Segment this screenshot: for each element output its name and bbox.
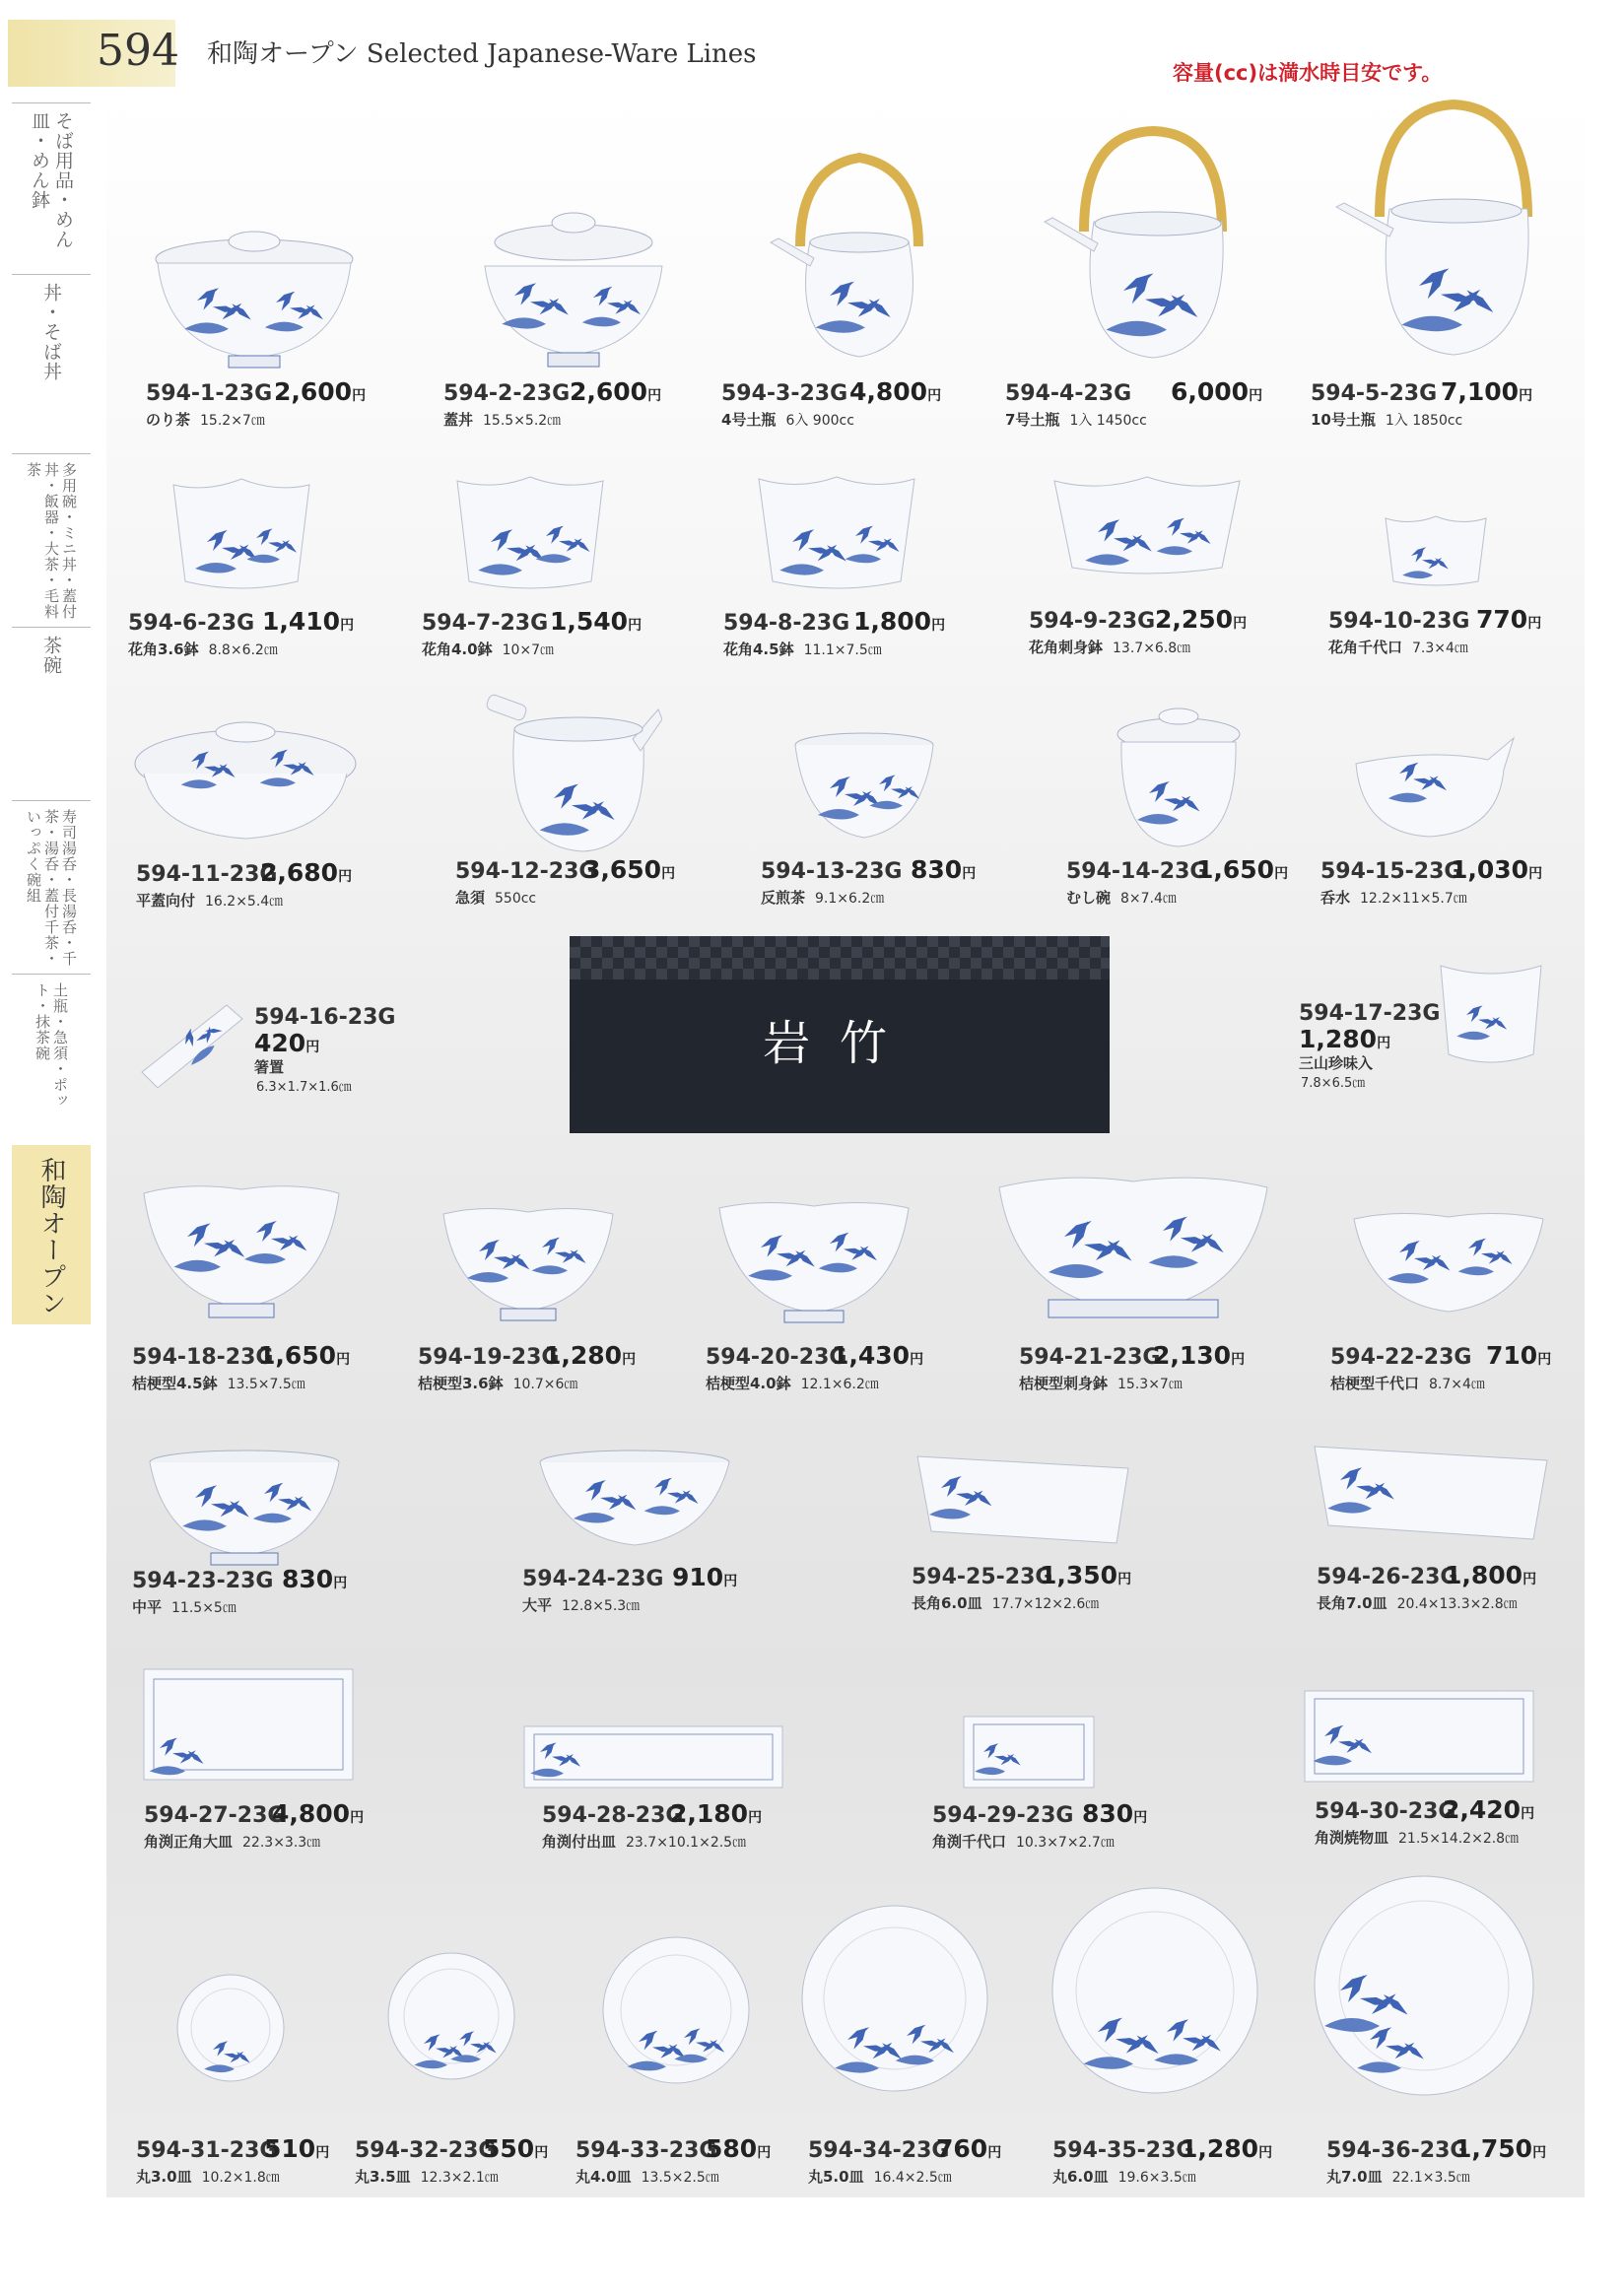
covered-bowl-image: [138, 222, 374, 379]
rect-plate-image: [1301, 1687, 1537, 1786]
series-banner: [570, 936, 1110, 1133]
page-number: 594: [97, 26, 179, 76]
square-plate-image: [140, 1665, 357, 1784]
tonsui-bowl-image: [1350, 734, 1518, 843]
square-bowl-image: [753, 473, 920, 601]
round-plate-image: [599, 1933, 753, 2087]
chinmi-cup-image: [1437, 956, 1545, 1074]
kyusu-teapot-image: [485, 690, 662, 857]
round-plate-image: [384, 1949, 518, 2083]
capacity-note: 容量(cc)は満水時目安です。: [1173, 61, 1443, 85]
covered-bowl-image: [465, 207, 682, 374]
rect-plate-image: [912, 1449, 1138, 1557]
series-title: 岩竹: [762, 1016, 916, 1071]
checker-pattern: [570, 936, 1110, 979]
lidded-bowl-image: [132, 714, 359, 852]
square-bowl-image: [168, 473, 315, 601]
teapot-image: [1025, 123, 1261, 370]
round-plate-image: [1311, 1872, 1537, 2099]
square-cup-image: [1382, 512, 1490, 591]
shallow-bowl-image: [536, 1449, 733, 1557]
round-plate-image: [798, 1902, 991, 2095]
shallow-bowl-image: [146, 1449, 343, 1577]
square-bowl-image: [1049, 473, 1246, 581]
sidebar-item-yunomi[interactable]: 寿司湯呑・長湯呑・千茶・湯呑・蓋付千茶・いっぷく碗組: [12, 800, 91, 969]
kikyo-bowl-image: [1350, 1207, 1547, 1325]
rect-plate-image: [520, 1722, 786, 1791]
chopstick-rest-image: [136, 995, 244, 1104]
round-plate-image: [173, 1971, 288, 2085]
sidebar-item-watou-open[interactable]: 和陶オープン: [12, 1145, 91, 1324]
sidebar-item-chawan[interactable]: 茶碗: [12, 627, 91, 795]
sidebar-item-donburi[interactable]: 丼・そば丼: [12, 274, 91, 444]
kikyo-bowl-image: [440, 1202, 617, 1330]
round-plate-image: [1049, 1884, 1261, 2097]
kikyo-bowl-image: [995, 1168, 1271, 1325]
mushiwan-image: [1110, 705, 1248, 852]
sidebar-item-soba[interactable]: そば用品・めん皿・めん鉢: [12, 102, 91, 269]
sidebar-item-tayouwan[interactable]: 多用碗・ミニ丼・蓋付丼・飯器・大茶・毛料茶: [12, 453, 91, 622]
teacup-image: [790, 729, 938, 847]
teapot-image: [1320, 99, 1557, 365]
kikyo-bowl-image: [138, 1178, 345, 1325]
square-bowl-image: [451, 473, 609, 601]
teapot-image: [761, 148, 958, 374]
sidebar-item-dobin[interactable]: 土瓶・急須・ポット・抹茶碗: [12, 974, 91, 1132]
rect-plate-image: [1311, 1441, 1557, 1549]
page-title: 和陶オープン Selected Japanese-Ware Lines: [207, 39, 757, 69]
small-rect-plate-image: [960, 1713, 1098, 1791]
kikyo-bowl-image: [715, 1194, 913, 1332]
